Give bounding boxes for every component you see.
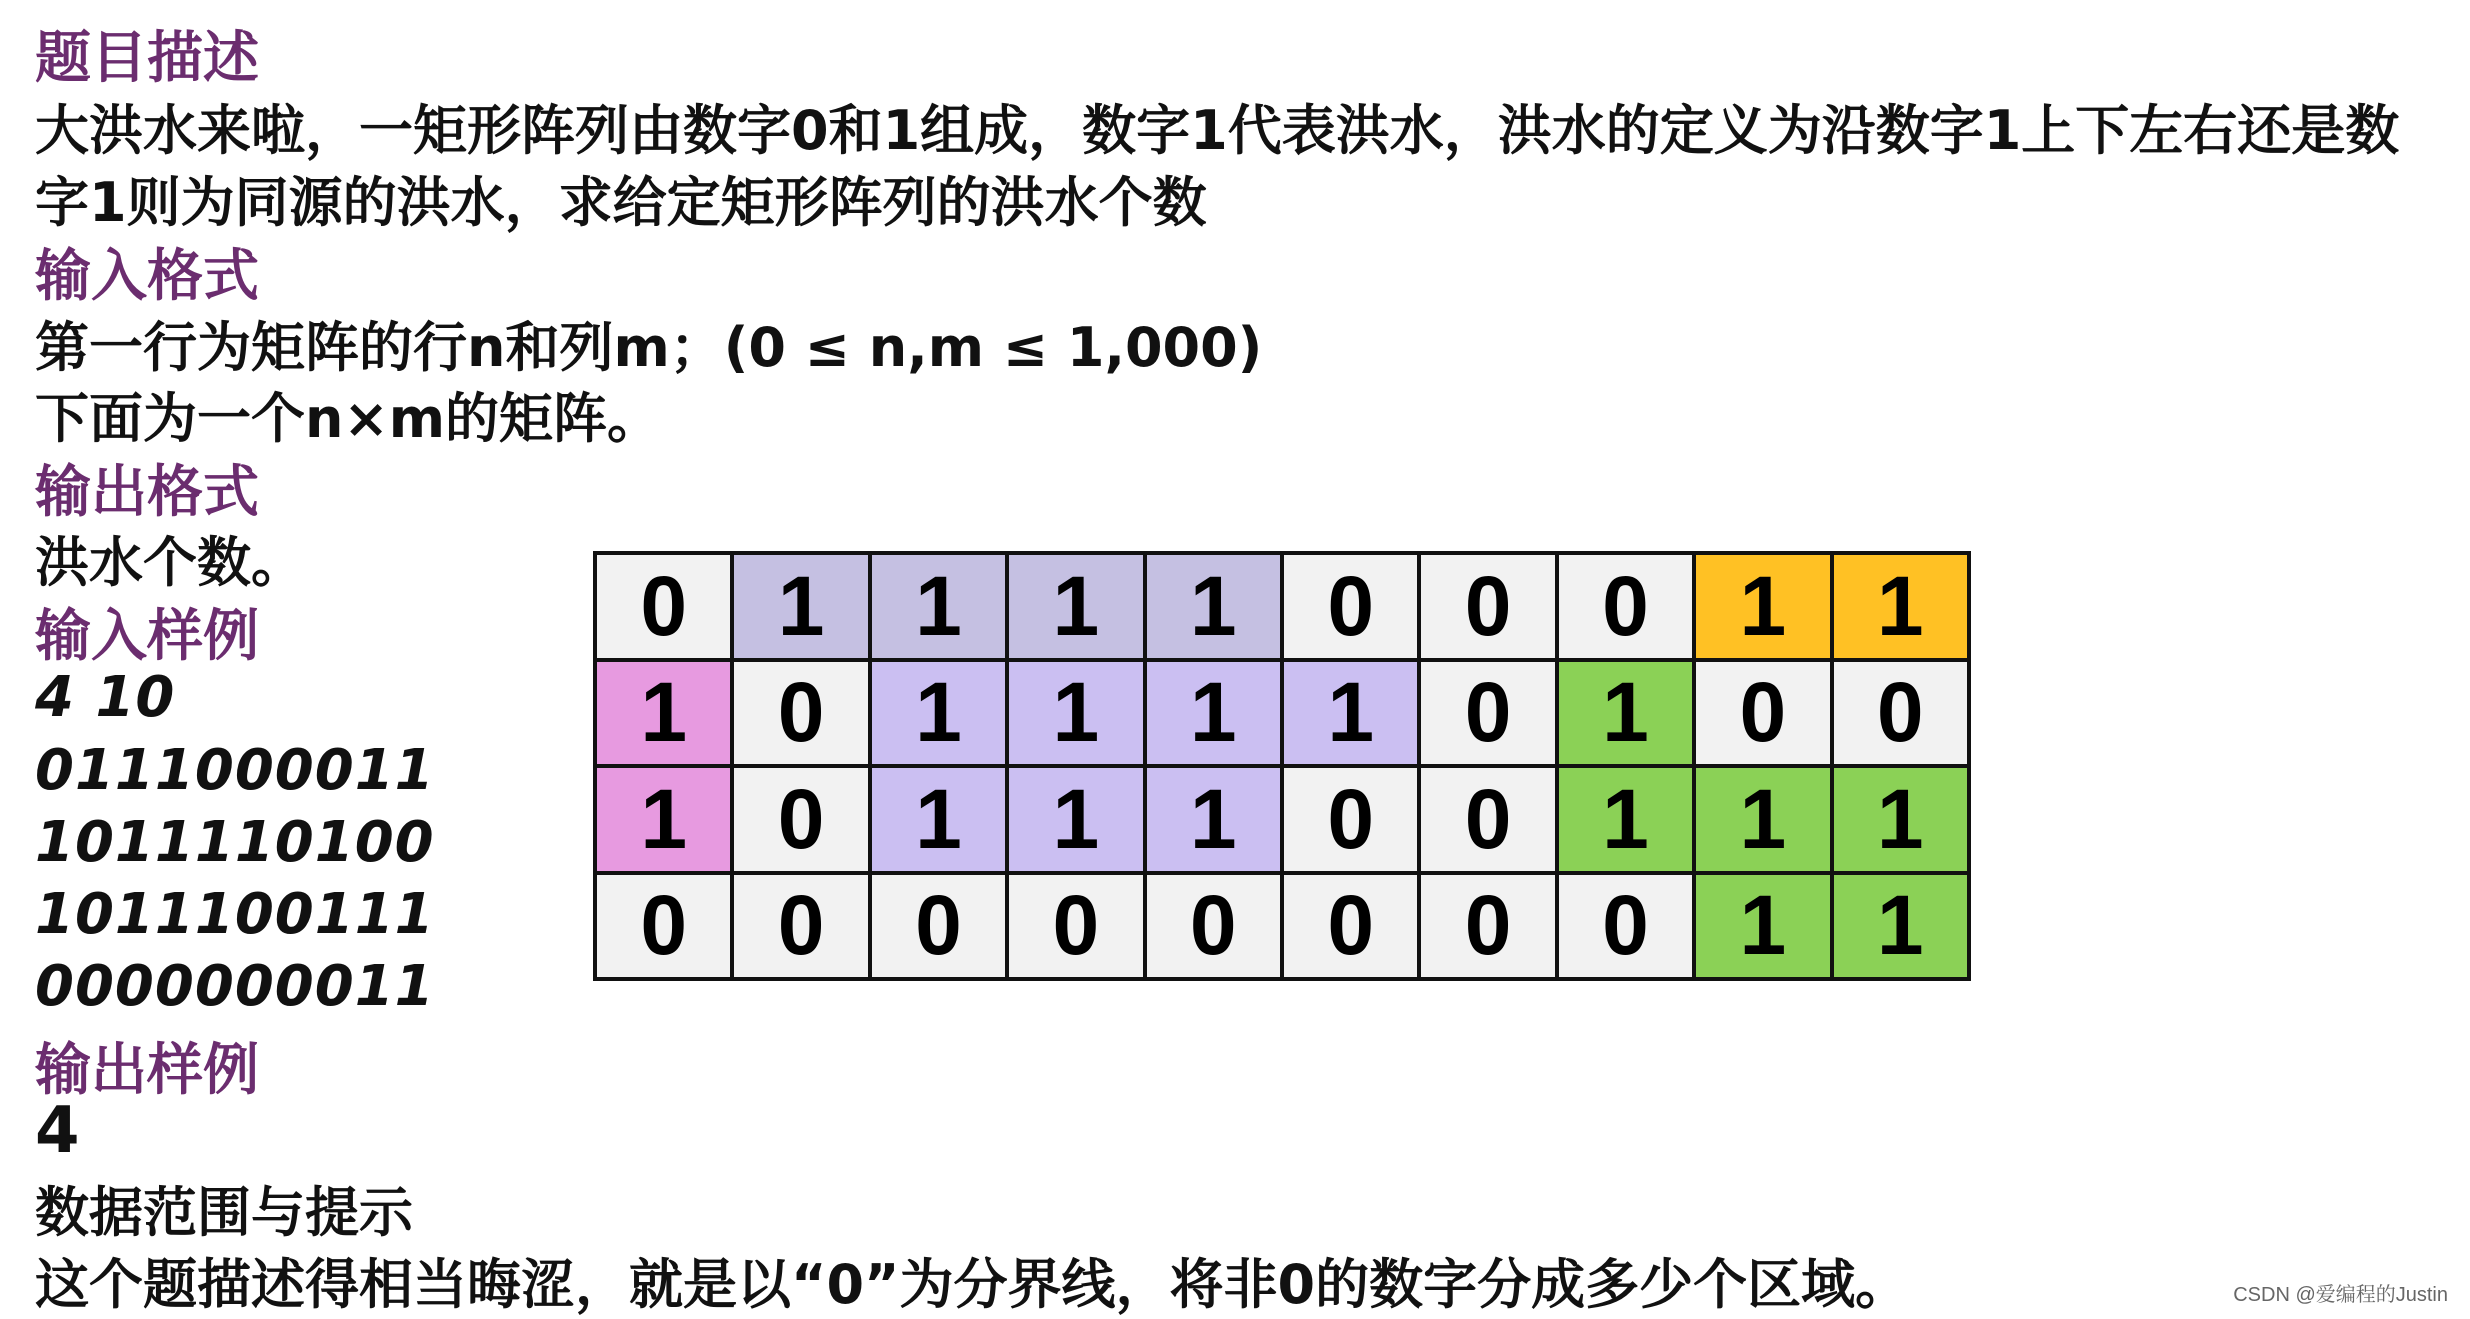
grid-cell: 1 — [872, 768, 1005, 871]
heading-input-sample: 输入样例 — [35, 604, 259, 669]
grid-cell: 0 — [872, 875, 1005, 978]
output-format-line: 洪水个数。 — [35, 531, 305, 594]
grid-cell: 0 — [1421, 555, 1554, 658]
grid-cell: 1 — [1696, 875, 1829, 978]
grid-cell: 0 — [1421, 662, 1554, 765]
grid-cell: 0 — [734, 662, 867, 765]
grid-cell: 0 — [1009, 875, 1142, 978]
grid-cell: 0 — [734, 875, 867, 978]
grid-cell: 1 — [1834, 768, 1967, 871]
input-sample-row: 1011100111 — [35, 882, 435, 947]
grid-cell: 1 — [1147, 555, 1280, 658]
grid-cell: 1 — [872, 555, 1005, 658]
grid-cell: 0 — [1421, 768, 1554, 871]
description-line-1: 大洪水来啦，一矩形阵列由数字0和1组成，数字1代表洪水，洪水的定义为沿数字1上下左右还是数 — [35, 99, 2400, 162]
heading-input-format: 输入格式 — [35, 244, 259, 309]
grid-cell: 1 — [1284, 662, 1417, 765]
grid-cell: 1 — [1009, 555, 1142, 658]
matrix-grid — [593, 551, 1971, 981]
grid-cell: 1 — [1147, 662, 1280, 765]
grid-cell: 0 — [1559, 875, 1692, 978]
grid-cell: 0 — [1147, 875, 1280, 978]
range-heading: 数据范围与提示 — [35, 1181, 413, 1244]
grid-cell: 1 — [734, 555, 867, 658]
grid-cell: 0 — [1696, 662, 1829, 765]
grid-cell: 0 — [597, 555, 730, 658]
input-sample-row: 0111000011 — [35, 738, 435, 803]
grid-cell: 0 — [734, 768, 867, 871]
heading-output-sample: 输出样例 — [35, 1038, 259, 1103]
grid-cell: 1 — [1834, 555, 1967, 658]
grid-cell: 0 — [1559, 555, 1692, 658]
input-format-line-1: 第一行为矩阵的行n和列m；(0 ≤ n,m ≤ 1,000) — [35, 316, 1263, 379]
watermark: CSDN @爱编程的Justin — [2233, 1284, 2448, 1306]
description-line-2: 字1则为同源的洪水，求给定矩形阵列的洪水个数 — [35, 171, 1207, 234]
input-sample-row: 0000000011 — [35, 954, 435, 1019]
grid-cell: 0 — [1284, 875, 1417, 978]
grid-cell: 0 — [1284, 768, 1417, 871]
output-sample-value: 4 — [35, 1094, 80, 1168]
grid-cell: 1 — [1696, 555, 1829, 658]
grid-cell: 1 — [1147, 768, 1280, 871]
grid-cell: 1 — [1559, 768, 1692, 871]
grid-cell: 0 — [597, 875, 730, 978]
input-sample-first-line: 4 10 — [35, 665, 176, 730]
grid-cell: 1 — [1009, 662, 1142, 765]
grid-cell: 1 — [872, 662, 1005, 765]
input-sample-row: 1011110100 — [35, 810, 435, 875]
grid-cell: 0 — [1284, 555, 1417, 658]
range-text: 这个题描述得相当晦涩，就是以“0”为分界线，将非0的数字分成多少个区域。 — [35, 1253, 1910, 1316]
grid-cell: 1 — [597, 768, 730, 871]
heading-description: 题目描述 — [35, 26, 259, 91]
grid-cell: 1 — [1009, 768, 1142, 871]
input-format-line-2: 下面为一个n×m的矩阵。 — [35, 387, 661, 450]
grid-cell: 1 — [1834, 875, 1967, 978]
grid-cell: 0 — [1834, 662, 1967, 765]
grid-cell: 1 — [1696, 768, 1829, 871]
heading-output-format: 输出格式 — [35, 460, 259, 525]
grid-cell: 1 — [1559, 662, 1692, 765]
grid-cell: 1 — [597, 662, 730, 765]
grid-cell: 0 — [1421, 875, 1554, 978]
